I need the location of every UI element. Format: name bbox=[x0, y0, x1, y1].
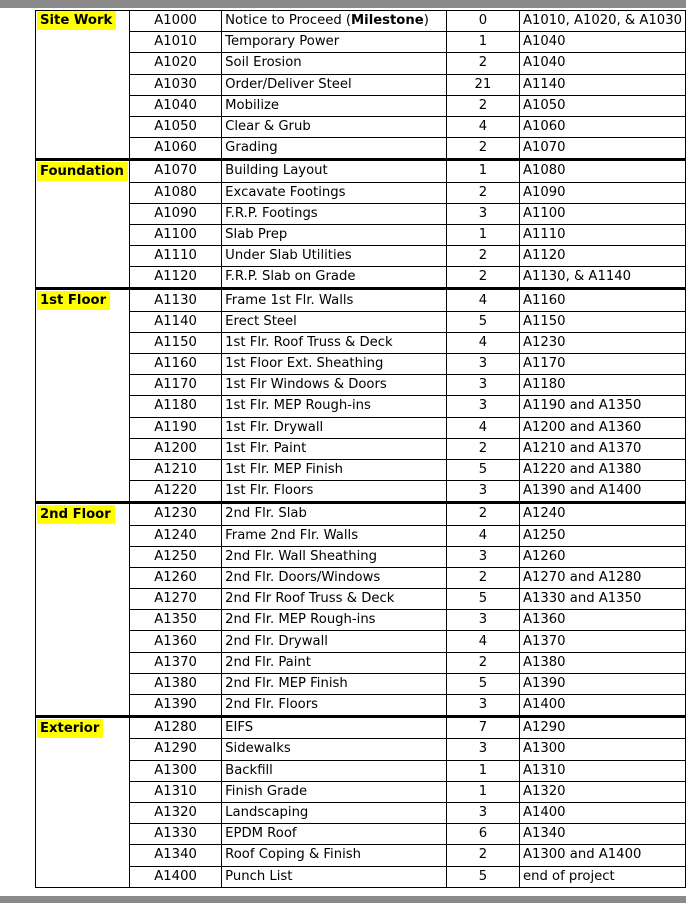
activity-row bbox=[36, 781, 686, 802]
activity-id: A1400 bbox=[129, 866, 221, 887]
description-text-end: ) bbox=[423, 13, 429, 29]
activity-description: Grading bbox=[222, 138, 447, 160]
activity-successors: A1270 and A1280 bbox=[519, 567, 685, 588]
phase-cell bbox=[36, 74, 130, 95]
activity-row bbox=[36, 182, 686, 203]
activity-duration: 3 bbox=[446, 375, 519, 396]
activity-id: A1140 bbox=[129, 311, 221, 332]
activity-successors: A1260 bbox=[519, 546, 685, 567]
activity-id: A1080 bbox=[129, 182, 221, 203]
activity-description: Erect Steel bbox=[222, 311, 447, 332]
activity-description: 1st Flr Windows & Doors bbox=[222, 375, 447, 396]
phase-cell bbox=[36, 824, 130, 845]
activity-row bbox=[36, 589, 686, 610]
activity-successors: A1310 bbox=[519, 760, 685, 781]
activity-description: Soil Erosion bbox=[222, 53, 447, 74]
activity-successors: A1070 bbox=[519, 138, 685, 160]
activity-id: A1030 bbox=[129, 74, 221, 95]
phase-cell bbox=[36, 311, 130, 332]
activity-id: A1390 bbox=[129, 695, 221, 717]
activity-description: Sidewalks bbox=[222, 739, 447, 760]
description-text: Notice to Proceed ( bbox=[225, 13, 352, 29]
activity-row bbox=[36, 739, 686, 760]
activity-successors: A1140 bbox=[519, 74, 685, 95]
activity-id: A1210 bbox=[129, 459, 221, 480]
phase-label: 2nd Floor bbox=[37, 505, 115, 524]
activity-description: F.R.P. Footings bbox=[222, 203, 447, 224]
phase-cell bbox=[36, 53, 130, 74]
activity-row bbox=[36, 332, 686, 353]
activity-duration: 5 bbox=[446, 866, 519, 887]
activity-description bbox=[222, 11, 447, 32]
phase-cell bbox=[36, 802, 130, 823]
phase-cell bbox=[36, 845, 130, 866]
activity-successors: A1180 bbox=[519, 375, 685, 396]
activity-duration: 1 bbox=[446, 781, 519, 802]
activity-description: 2nd Flr. MEP Finish bbox=[222, 673, 447, 694]
activity-description: Under Slab Utilities bbox=[222, 246, 447, 267]
activity-successors: A1120 bbox=[519, 246, 685, 267]
activity-description: Roof Coping & Finish bbox=[222, 845, 447, 866]
activity-successors: A1250 bbox=[519, 525, 685, 546]
activity-duration: 1 bbox=[446, 160, 519, 182]
activity-description: Backfill bbox=[222, 760, 447, 781]
activity-successors: A1300 bbox=[519, 739, 685, 760]
activity-duration: 2 bbox=[446, 182, 519, 203]
activity-successors: A1300 and A1400 bbox=[519, 845, 685, 866]
activity-successors: A1330 and A1350 bbox=[519, 589, 685, 610]
activity-successors: A1370 bbox=[519, 631, 685, 652]
activity-successors: A1190 and A1350 bbox=[519, 396, 685, 417]
activity-duration: 6 bbox=[446, 824, 519, 845]
activity-row bbox=[36, 652, 686, 673]
activity-duration: 2 bbox=[446, 138, 519, 160]
phase-cell bbox=[36, 438, 130, 459]
phase-cell bbox=[36, 459, 130, 480]
activity-description: 2nd Flr. Paint bbox=[222, 652, 447, 673]
activity-duration: 3 bbox=[446, 802, 519, 823]
activity-description: 1st Flr. Roof Truss & Deck bbox=[222, 332, 447, 353]
activity-successors: A1040 bbox=[519, 32, 685, 53]
activity-row bbox=[36, 824, 686, 845]
activity-duration: 2 bbox=[446, 53, 519, 74]
phase-label: Foundation bbox=[37, 162, 128, 181]
activity-duration: 2 bbox=[446, 95, 519, 116]
activity-row bbox=[36, 845, 686, 866]
activity-id: A1100 bbox=[129, 224, 221, 245]
activity-row bbox=[36, 481, 686, 503]
activity-description: 2nd Flr. Slab bbox=[222, 503, 447, 525]
activity-duration: 2 bbox=[446, 503, 519, 525]
activity-successors: A1200 and A1360 bbox=[519, 417, 685, 438]
activity-duration: 3 bbox=[446, 481, 519, 503]
activity-description: F.R.P. Slab on Grade bbox=[222, 267, 447, 289]
activity-successors: A1090 bbox=[519, 182, 685, 203]
activity-successors: A1390 and A1400 bbox=[519, 481, 685, 503]
activity-duration: 5 bbox=[446, 589, 519, 610]
activity-row bbox=[36, 396, 686, 417]
activity-id: A1230 bbox=[129, 503, 221, 525]
phase-cell bbox=[36, 781, 130, 802]
activity-id: A1380 bbox=[129, 673, 221, 694]
activity-successors: A1320 bbox=[519, 781, 685, 802]
phase-cell bbox=[36, 589, 130, 610]
activity-duration: 3 bbox=[446, 203, 519, 224]
phase-cell bbox=[36, 160, 130, 182]
activity-id: A1190 bbox=[129, 417, 221, 438]
phase-cell bbox=[36, 182, 130, 203]
activity-description: Order/Deliver Steel bbox=[222, 74, 447, 95]
activity-description: Finish Grade bbox=[222, 781, 447, 802]
phase-cell bbox=[36, 866, 130, 887]
activity-id: A1290 bbox=[129, 739, 221, 760]
activity-row bbox=[36, 610, 686, 631]
activity-id: A1000 bbox=[129, 11, 221, 32]
activity-description: 2nd Flr. Drywall bbox=[222, 631, 447, 652]
phase-cell bbox=[36, 267, 130, 289]
activity-row bbox=[36, 567, 686, 588]
activity-id: A1110 bbox=[129, 246, 221, 267]
activity-row bbox=[36, 32, 686, 53]
activity-row bbox=[36, 246, 686, 267]
activity-duration: 2 bbox=[446, 246, 519, 267]
activity-id: A1170 bbox=[129, 375, 221, 396]
schedule-table bbox=[35, 10, 686, 888]
activity-duration: 3 bbox=[446, 354, 519, 375]
activity-successors: A1240 bbox=[519, 503, 685, 525]
activity-id: A1320 bbox=[129, 802, 221, 823]
phase-cell bbox=[36, 739, 130, 760]
phase-label: 1st Floor bbox=[37, 291, 110, 310]
activity-successors: A1360 bbox=[519, 610, 685, 631]
activity-successors: A1220 and A1380 bbox=[519, 459, 685, 480]
activity-duration: 5 bbox=[446, 459, 519, 480]
phase-cell bbox=[36, 717, 130, 739]
phase-cell bbox=[36, 610, 130, 631]
activity-id: A1350 bbox=[129, 610, 221, 631]
activity-duration: 3 bbox=[446, 546, 519, 567]
activity-successors: A1400 bbox=[519, 802, 685, 823]
activity-description: Excavate Footings bbox=[222, 182, 447, 203]
activity-id: A1200 bbox=[129, 438, 221, 459]
activity-description: 1st Flr. MEP Rough-ins bbox=[222, 396, 447, 417]
activity-id: A1010 bbox=[129, 32, 221, 53]
activity-id: A1220 bbox=[129, 481, 221, 503]
activity-row bbox=[36, 760, 686, 781]
phase-cell bbox=[36, 652, 130, 673]
activity-row bbox=[36, 695, 686, 717]
phase-cell bbox=[36, 525, 130, 546]
phase-cell bbox=[36, 203, 130, 224]
activity-id: A1360 bbox=[129, 631, 221, 652]
activity-description: 1st Flr. MEP Finish bbox=[222, 459, 447, 480]
phase-cell bbox=[36, 95, 130, 116]
activity-description: Slab Prep bbox=[222, 224, 447, 245]
phase-cell bbox=[36, 375, 130, 396]
activity-duration: 3 bbox=[446, 739, 519, 760]
activity-row bbox=[36, 459, 686, 480]
activity-id: A1300 bbox=[129, 760, 221, 781]
phase-cell bbox=[36, 32, 130, 53]
activity-row bbox=[36, 74, 686, 95]
activity-row bbox=[36, 95, 686, 116]
schedule-body bbox=[36, 11, 686, 888]
activity-description: 1st Flr. Drywall bbox=[222, 417, 447, 438]
activity-description: Punch List bbox=[222, 866, 447, 887]
activity-id: A1130 bbox=[129, 289, 221, 311]
phase-cell bbox=[36, 289, 130, 311]
activity-id: A1260 bbox=[129, 567, 221, 588]
activity-row bbox=[36, 438, 686, 459]
bottom-edge-bar bbox=[0, 896, 686, 903]
activity-row bbox=[36, 866, 686, 887]
milestone-tag: Milestone bbox=[351, 13, 424, 29]
activity-row bbox=[36, 138, 686, 160]
activity-id: A1020 bbox=[129, 53, 221, 74]
activity-row bbox=[36, 525, 686, 546]
activity-successors: A1210 and A1370 bbox=[519, 438, 685, 459]
activity-row bbox=[36, 354, 686, 375]
activity-successors: end of project bbox=[519, 866, 685, 887]
activity-description: Frame 1st Flr. Walls bbox=[222, 289, 447, 311]
activity-row bbox=[36, 203, 686, 224]
phase-cell bbox=[36, 332, 130, 353]
activity-duration: 5 bbox=[446, 673, 519, 694]
activity-successors: A1010, A1020, & A1030 bbox=[519, 11, 685, 32]
phase-cell bbox=[36, 224, 130, 245]
activity-successors: A1040 bbox=[519, 53, 685, 74]
activity-id: A1280 bbox=[129, 717, 221, 739]
phase-cell bbox=[36, 11, 130, 32]
activity-description: 2nd Flr. Doors/Windows bbox=[222, 567, 447, 588]
activity-duration: 2 bbox=[446, 438, 519, 459]
activity-description: EPDM Roof bbox=[222, 824, 447, 845]
phase-cell bbox=[36, 354, 130, 375]
activity-duration: 2 bbox=[446, 567, 519, 588]
activity-successors: A1400 bbox=[519, 695, 685, 717]
activity-id: A1040 bbox=[129, 95, 221, 116]
phase-cell bbox=[36, 631, 130, 652]
activity-duration: 2 bbox=[446, 845, 519, 866]
activity-id: A1330 bbox=[129, 824, 221, 845]
phase-cell bbox=[36, 546, 130, 567]
activity-description: 2nd Flr Roof Truss & Deck bbox=[222, 589, 447, 610]
activity-row bbox=[36, 503, 686, 525]
top-edge-bar bbox=[0, 0, 686, 8]
activity-duration: 21 bbox=[446, 74, 519, 95]
activity-successors: A1150 bbox=[519, 311, 685, 332]
activity-id: A1340 bbox=[129, 845, 221, 866]
activity-row bbox=[36, 224, 686, 245]
activity-successors: A1080 bbox=[519, 160, 685, 182]
activity-duration: 0 bbox=[446, 11, 519, 32]
activity-duration: 1 bbox=[446, 32, 519, 53]
activity-duration: 4 bbox=[446, 631, 519, 652]
activity-successors: A1230 bbox=[519, 332, 685, 353]
activity-successors: A1100 bbox=[519, 203, 685, 224]
activity-successors: A1390 bbox=[519, 673, 685, 694]
activity-successors: A1170 bbox=[519, 354, 685, 375]
phase-label: Exterior bbox=[37, 719, 103, 738]
activity-description: Clear & Grub bbox=[222, 116, 447, 137]
activity-row bbox=[36, 673, 686, 694]
activity-description: 1st Flr. Paint bbox=[222, 438, 447, 459]
activity-duration: 4 bbox=[446, 417, 519, 438]
activity-id: A1120 bbox=[129, 267, 221, 289]
activity-successors: A1340 bbox=[519, 824, 685, 845]
activity-id: A1310 bbox=[129, 781, 221, 802]
phase-label: Site Work bbox=[37, 11, 116, 30]
activity-description: Mobilize bbox=[222, 95, 447, 116]
activity-row bbox=[36, 417, 686, 438]
activity-duration: 3 bbox=[446, 396, 519, 417]
activity-row bbox=[36, 289, 686, 311]
activity-row bbox=[36, 53, 686, 74]
activity-successors: A1110 bbox=[519, 224, 685, 245]
activity-row bbox=[36, 375, 686, 396]
activity-id: A1090 bbox=[129, 203, 221, 224]
phase-cell bbox=[36, 567, 130, 588]
activity-row bbox=[36, 717, 686, 739]
activity-description: 1st Flr. Floors bbox=[222, 481, 447, 503]
activity-id: A1160 bbox=[129, 354, 221, 375]
activity-description: Building Layout bbox=[222, 160, 447, 182]
activity-description: 2nd Flr. Floors bbox=[222, 695, 447, 717]
activity-description: Frame 2nd Flr. Walls bbox=[222, 525, 447, 546]
activity-row bbox=[36, 267, 686, 289]
phase-cell bbox=[36, 417, 130, 438]
activity-id: A1060 bbox=[129, 138, 221, 160]
phase-cell bbox=[36, 396, 130, 417]
activity-row bbox=[36, 311, 686, 332]
activity-duration: 4 bbox=[446, 332, 519, 353]
activity-duration: 3 bbox=[446, 695, 519, 717]
activity-description: Landscaping bbox=[222, 802, 447, 823]
activity-description: 2nd Flr. MEP Rough-ins bbox=[222, 610, 447, 631]
activity-id: A1250 bbox=[129, 546, 221, 567]
activity-duration: 2 bbox=[446, 267, 519, 289]
activity-duration: 2 bbox=[446, 652, 519, 673]
phase-cell bbox=[36, 673, 130, 694]
activity-row bbox=[36, 802, 686, 823]
activity-successors: A1290 bbox=[519, 717, 685, 739]
activity-duration: 1 bbox=[446, 224, 519, 245]
phase-cell bbox=[36, 503, 130, 525]
activity-successors: A1050 bbox=[519, 95, 685, 116]
phase-cell bbox=[36, 138, 130, 160]
activity-duration: 5 bbox=[446, 311, 519, 332]
activity-id: A1240 bbox=[129, 525, 221, 546]
activity-id: A1050 bbox=[129, 116, 221, 137]
activity-row bbox=[36, 116, 686, 137]
phase-cell bbox=[36, 695, 130, 717]
activity-duration: 3 bbox=[446, 610, 519, 631]
activity-duration: 4 bbox=[446, 525, 519, 546]
activity-duration: 4 bbox=[446, 289, 519, 311]
activity-duration: 1 bbox=[446, 760, 519, 781]
activity-successors: A1130, & A1140 bbox=[519, 267, 685, 289]
activity-successors: A1160 bbox=[519, 289, 685, 311]
activity-duration: 4 bbox=[446, 116, 519, 137]
activity-description: Temporary Power bbox=[222, 32, 447, 53]
activity-row bbox=[36, 11, 686, 32]
activity-row bbox=[36, 160, 686, 182]
activity-successors: A1380 bbox=[519, 652, 685, 673]
phase-cell bbox=[36, 760, 130, 781]
phase-cell bbox=[36, 116, 130, 137]
activity-id: A1270 bbox=[129, 589, 221, 610]
phase-cell bbox=[36, 481, 130, 503]
activity-duration: 7 bbox=[446, 717, 519, 739]
activity-description: EIFS bbox=[222, 717, 447, 739]
activity-row bbox=[36, 631, 686, 652]
activity-id: A1150 bbox=[129, 332, 221, 353]
activity-row bbox=[36, 546, 686, 567]
activity-description: 2nd Flr. Wall Sheathing bbox=[222, 546, 447, 567]
activity-description: 1st Floor Ext. Sheathing bbox=[222, 354, 447, 375]
activity-id: A1070 bbox=[129, 160, 221, 182]
activity-id: A1370 bbox=[129, 652, 221, 673]
activity-id: A1180 bbox=[129, 396, 221, 417]
phase-cell bbox=[36, 246, 130, 267]
activity-successors: A1060 bbox=[519, 116, 685, 137]
